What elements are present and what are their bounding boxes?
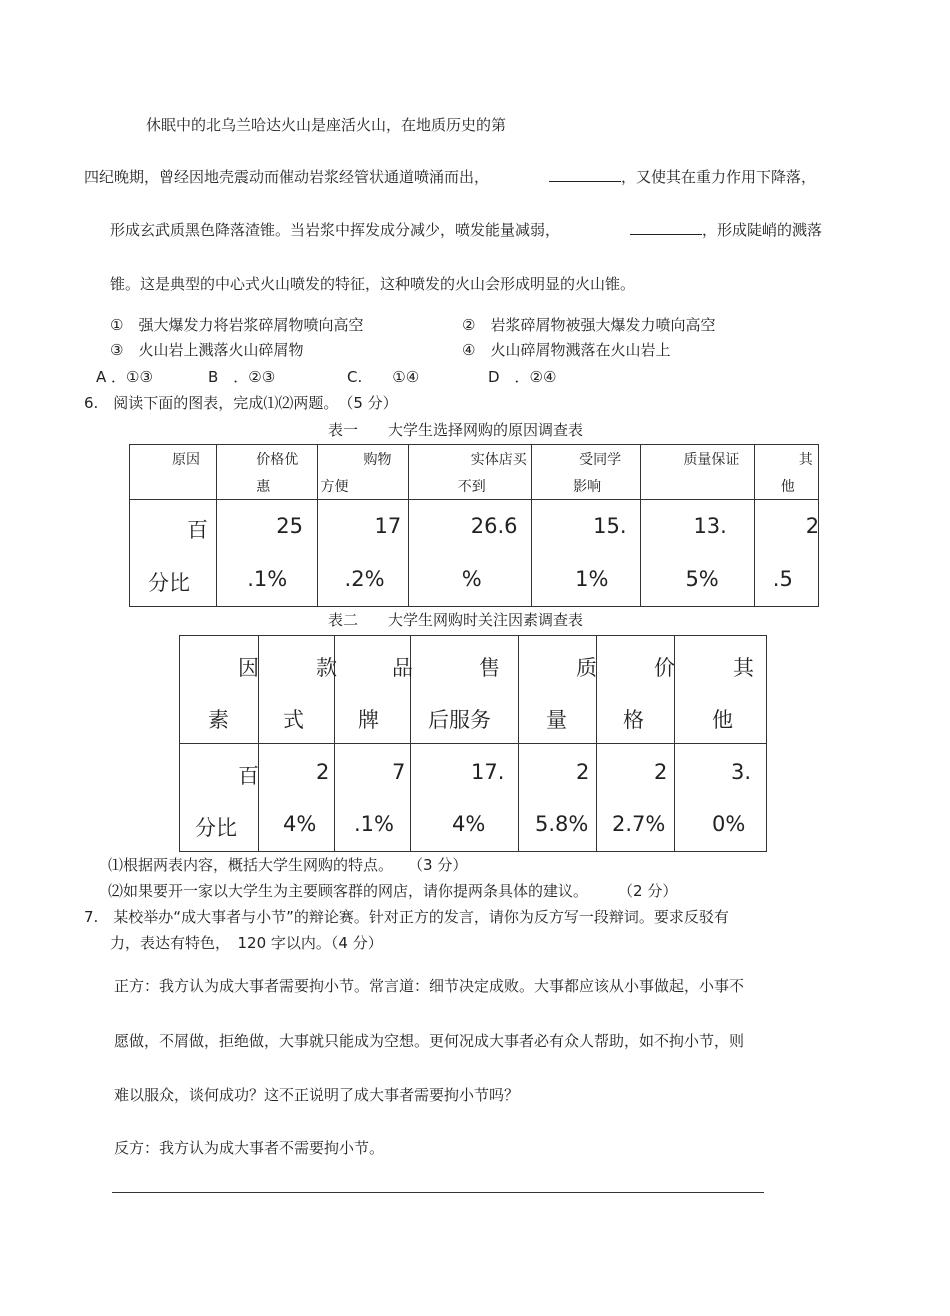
t1-header-reason: 原因: [130, 445, 217, 500]
choice-c[interactable]: C. ①④: [347, 368, 420, 386]
q5-option-2: ② 岩浆碎屑物被强大爆发力喷向高空: [462, 316, 716, 334]
q5-line3b: ，形成陡峭的溅落: [702, 221, 823, 239]
table2: [179, 635, 767, 852]
t2-value-other: 3. 0%: [675, 744, 767, 852]
table2-caption: 表二 大学生网购时关注因素调查表: [328, 611, 584, 629]
q7-pro-1: 正方：我方认为成大事者需要拘小节。常言道：细节决定成败。大事都应该从小事做起，小事不: [114, 977, 745, 995]
t2-rowlabel: 百 分比: [180, 744, 259, 852]
t2-header-brand: 品 牌: [335, 636, 411, 744]
q7-pro-3: 难以服众，谈何成功？这不正说明了成大事者需要拘小节吗？: [114, 1086, 520, 1104]
t2-header-factor: 因 素: [180, 636, 259, 744]
t2-header-other: 其 他: [675, 636, 767, 744]
t2-header-quality: 质 量: [519, 636, 597, 744]
choice-b[interactable]: B ．②③: [208, 368, 276, 386]
t1-value-unavailable: 26.6 %: [408, 500, 531, 607]
q6-sub2: ⑵如果要开一家以大学生为主要顾客群的网店，请你提两条具体的建议。 （2 分）: [108, 882, 678, 900]
t1-value-quality: 13. 5%: [641, 500, 754, 607]
table1: [129, 444, 819, 607]
q6-sub1: ⑴根据两表内容，概括大学生网购的特点。 （3 分）: [108, 856, 468, 874]
t1-header-unavailable: 实体店买 不到: [408, 445, 531, 500]
q7-stem-2: 力，表达有特色， 120 字以内。（4 分）: [110, 934, 383, 952]
q5-line2b: ，又使其在重力作用下降落，: [621, 168, 817, 186]
t1-value-peer: 15. 1%: [532, 500, 641, 607]
q7-con: 反方：我方认为成大事者不需要拘小节。: [114, 1139, 385, 1157]
q5-line3: [110, 220, 822, 240]
t1-value-convenience: 17 .2%: [317, 500, 408, 607]
q5-option-1: ① 强大爆发力将岩浆碎屑物喷向高空: [110, 316, 364, 334]
t2-value-quality: 2 5.8%: [519, 744, 597, 852]
q5-line2: [84, 167, 816, 187]
t1-header-other: 其 他: [754, 445, 818, 500]
q5-line4: 锥。这是典型的中心式火山喷发的特征，这种喷发的火山会形成明显的火山锥。: [110, 275, 636, 293]
t1-rowlabel: 百 分比: [130, 500, 217, 607]
q5-option-4: ④ 火山碎屑物溅落在火山岩上: [462, 341, 671, 359]
q5-option-3: ③ 火山岩上溅落火山碎屑物: [110, 341, 304, 359]
t1-header-peer: 受同学 影响: [532, 445, 641, 500]
t2-header-price: 价 格: [597, 636, 675, 744]
q7-pro-2: 愿做，不屑做，拒绝做，大事就只能成为空想。更何况成大事者必有众人帮助，如不拘小节，则: [114, 1032, 745, 1050]
q5-line2a: 四纪晚期，曾经因地壳震动而催动岩浆经管状通道喷涌而出，: [84, 168, 490, 186]
t2-value-price: 2 2.7%: [597, 744, 675, 852]
t2-header-style: 款 式: [259, 636, 335, 744]
q7-stem-1: 7. 某校举办“成大事者与小节”的辩论赛。针对正方的发言，请你为反方写一段辩词。要求反驳有: [84, 908, 729, 926]
t2-value-brand: 7 .1%: [335, 744, 411, 852]
q6-stem: 6. 阅读下面的图表，完成⑴⑵两题。 （5 分）: [84, 394, 398, 412]
blank-2[interactable]: [630, 220, 702, 235]
t1-header-convenience: 购物 方便: [317, 445, 408, 500]
t2-value-aftersales: 17. 4%: [411, 744, 519, 852]
t1-value-price: 25 .1%: [217, 500, 317, 607]
t2-header-aftersales: 售 后服务: [411, 636, 519, 744]
table1-caption: 表一 大学生选择网购的原因调查表: [328, 421, 584, 439]
t1-header-quality: 质量保证: [641, 445, 754, 500]
t1-header-price: 价格优 惠: [217, 445, 317, 500]
choice-a[interactable]: A ．①③: [96, 368, 153, 386]
t2-value-style: 2 4%: [259, 744, 335, 852]
q5-line3a: 形成玄武质黑色降落渣锥。当岩浆中挥发成分减少，喷发能量减弱，: [110, 221, 561, 239]
answer-line[interactable]: [112, 1192, 764, 1193]
q5-line1: 休眠中的北乌兰哈达火山是座活火山，在地质历史的第: [146, 116, 507, 134]
blank-1[interactable]: [549, 167, 621, 182]
t1-value-other: 2 .5: [754, 500, 818, 607]
choice-d[interactable]: D ．②④: [488, 368, 557, 386]
